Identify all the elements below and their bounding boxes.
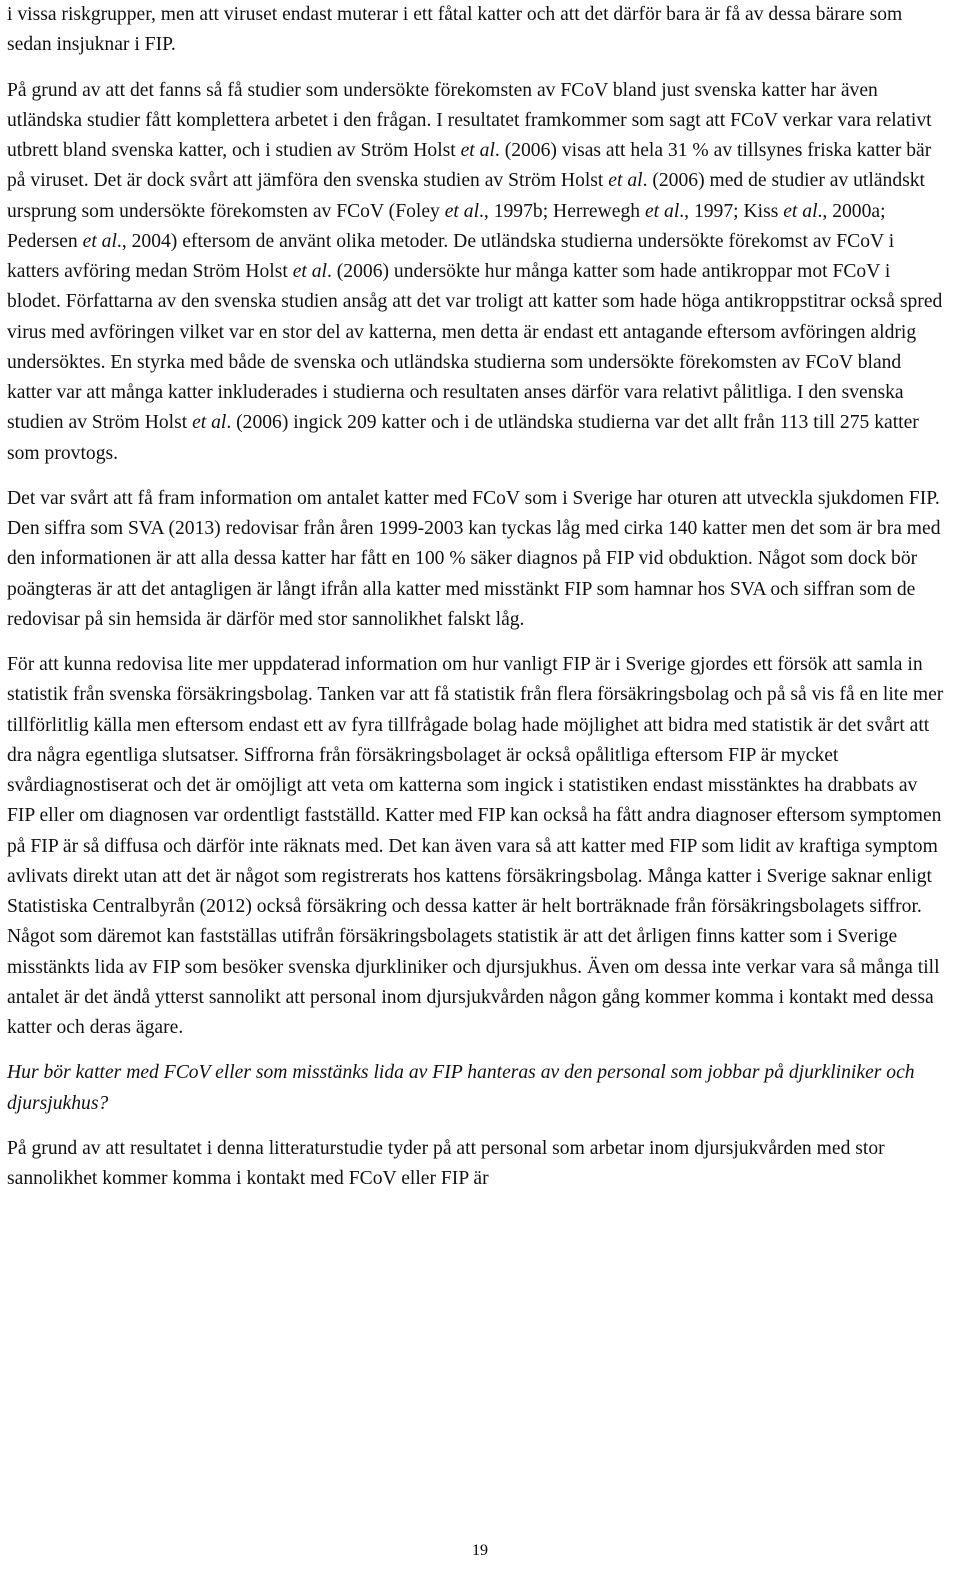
et-al: et al (192, 412, 227, 434)
et-al: et al (292, 261, 327, 282)
text-run: . (2006) med de studier av utländskt ursprung som undersökte förekomsten av FCoV (Foley (7, 170, 925, 222)
page-number: 19 (472, 1542, 488, 1559)
text-run: ., 2000a; Pedersen (7, 200, 886, 252)
section-question: Hur bör katter med FCoV eller som misstänks lida av FIP hanteras av den personal som jobbar på djurkliniker och djursjukhus? (7, 1062, 915, 1114)
et-al: et al (444, 200, 480, 222)
text-run: ., 1997b; Herrewegh (479, 200, 645, 222)
text-run: . (2006) ingick 209 katter och i de utländska studierna var det allt från 113 till 275 katter som provtogs. (7, 412, 919, 464)
text-run: ., 2004) eftersom de använt olika metoder. De utländska studierna undersökte förekomst av FCoV i katters avföring medan Ström Holst (7, 230, 895, 282)
et-al: et al (608, 170, 643, 192)
paragraph-5: På grund av att resultatet i denna litteraturstudie tyder på att personal som arbetar inom djursjukvården med stor sannolikhet kommer komma i kontakt med FCoV eller FIP är (7, 1137, 885, 1189)
text-run: . (2006) undersökte hur många katter som hade antikroppar mot FCoV i blodet. Författarna av den svenska studien ansåg att det var troligt att katter som hade höga antikroppstitrar också spred virus med avföringen vilket var en stor del av katterna, men detta är endast ett antagande eftersom avföringen aldrig undersöktes. En styrka med både de svenska och utländska studierna som undersökte förekomsten av FCoV bland katter var att många katter inkluderades i studierna och resultaten anses därför vara relativt pålitliga. I den svenska studien av Ström Holst (7, 261, 943, 434)
paragraph-2 (7, 76, 948, 469)
text-run: På grund av att det fanns så få studier som undersökte förekomsten av FCoV bland just svenska katter har även utländska studier fått komplettera arbetet i den frågan. I resultatet framkommer som sagt att FCoV verkar vara relativt utbrett bland svenska katter, och i studien av Ström Holst (7, 79, 932, 161)
paragraph-1: i vissa riskgrupper, men att viruset endast muterar i ett fåtal katter och att det därför bara är få av dessa bärare som sedan insjuknar i FIP. (7, 4, 903, 56)
text-run: . (2006) visas att hela 31 % av tillsynes friska katter bär på viruset. Det är dock svårt att jämföra den svenska studien av Ström Holst (7, 140, 932, 192)
paragraph-3: Det var svårt att få fram information om antalet katter med FCoV som i Sverige har oturen att utveckla sjukdomen FIP. Den siffra som SVA (2013) redovisar från åren 1999-2003 kan tyckas låg med cirka 140 katter men det som är bra med den informationen är att alla dessa katter har fått en 100 % säker diagnos på FIP vid obduktion. Något som dock bör poängteras är att det antagligen är långt ifrån alla katter med misstänkt FIP som hamnar hos SVA och siffran som de redovisar på sin hemsida är därför med stor sannolikhet falskt låg. (7, 487, 941, 630)
et-al: et al (82, 230, 117, 252)
et-al: et al (460, 140, 495, 161)
et-al: et al (644, 200, 680, 222)
paragraph-4: För att kunna redovisa lite mer uppdaterad information om hur vanligt FIP är i Sverige gjordes ett försök att samla in statistik från svenska försäkringsbolag. Tanken var att få statistik från flera försäkringsbolag och på så vis få en lite mer tillförlitlig källa men eftersom endast ett av fyra tillfrågade bolag hade möjlighet att bidra med statistik är det svårt att dra några egentliga slutsatser. Siffrorna från försäkringsbolaget är också opålitliga eftersom FIP är mycket svårdiagnostiserat och det är omöjligt att veta om katterna som ingick i statistiken endast misstänktes ha drabbats av FIP eller om diagnosen var ordentligt fastställd. Katter med FIP kan också ha fått andra diagnoser eftersom symptomen på FIP är så diffusa och därför inte räknats med. Det kan även vara så att katter med FIP som lidit av kraftiga symptom avlivats direkt utan att det är något som registrerats hos kattens försäkringsbolag. Många katter i Sverige saknar enligt Statistiska Centralbyrån (2012) också försäkring och dessa katter är helt borträknade från försäkringsbolagets siffror. Något som däremot kan fastställas utifrån försäkringsbolagets statistik är att det årligen finns katter som i Sverige misstänkts lida av FIP som besöker svenska djurkliniker och djursjukhus. Även om dessa inte verkar vara så många till antalet är det ändå ytterst sannolikt att personal inom djursjukvården någon gång kommer komma i kontakt med dessa katter och deras ägare. (7, 654, 944, 1038)
et-al: et al (783, 200, 818, 222)
text-run: ., 1997; Kiss (679, 200, 784, 222)
